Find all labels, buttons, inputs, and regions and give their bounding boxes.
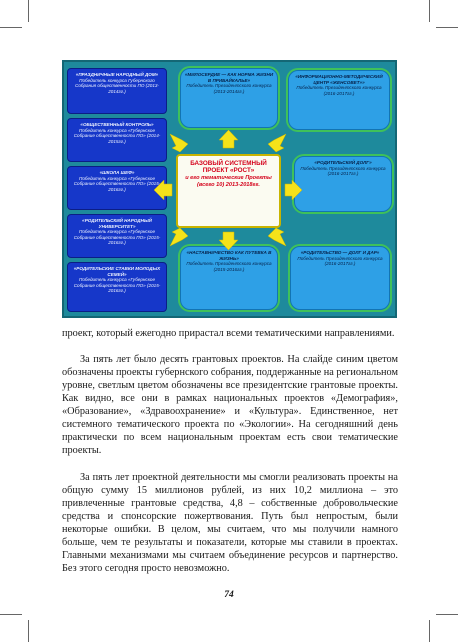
slide-figure	[62, 60, 397, 318]
crop-mark	[429, 620, 430, 642]
crop-mark	[436, 27, 458, 28]
crop-mark	[429, 0, 430, 22]
project-title: «ШКОЛА ШЕФ»	[99, 170, 135, 175]
crop-mark	[28, 620, 29, 642]
project-title: «РОДИТЕЛЬСКИЕ СТАВКИ МОЛОДЫХ СЕМЕЙ»	[73, 266, 161, 277]
project-note: Победитель конкурса Губернского Собрания общественности ПО (2013-2014гг.)	[75, 77, 159, 94]
project-title: «ПРАЗДНИЧНЫЕ НАРОДНЫЙ ДОМ»	[75, 72, 159, 77]
project-note: Победитель конкурса «Губернское Собрание общественности ПО» (2015-2016гг.)	[73, 175, 161, 192]
core-project-box	[176, 154, 281, 228]
project-title: «РОДИТЕЛЬСТВО — ДОЛГ И ДАР»	[300, 250, 380, 255]
arrow-up-right-icon	[268, 134, 286, 152]
project-title: «РОДИТЕЛЬСКИЙ НАРОДНЫЙ УНИВЕРСИТЕТ»	[82, 218, 152, 229]
core-project-title: БАЗОВЫЙ СИСТЕМНЫЙ ПРОЕКТ «РОСТ»	[190, 160, 267, 175]
project-title: «НАСТАВНИЧЕСТВО КАК ПУТЕВКА В ЖИЗНЬ»	[186, 250, 272, 261]
arrow-down-left-icon	[170, 228, 188, 246]
arrow-right-icon	[285, 180, 302, 200]
project-note: Победитель Президентского конкурса (2015-2016гг.)	[186, 261, 272, 272]
core-project-subtitle: и его тематические Проекты (всего 10) 2013-2018гг.	[185, 174, 272, 188]
page-number: 74	[224, 590, 234, 600]
crop-mark	[436, 614, 458, 615]
arrow-up-icon	[219, 130, 238, 148]
arrow-left-icon	[154, 180, 172, 200]
arrow-down-right-icon	[268, 228, 286, 246]
project-note: Победитель Президентского конкурса (2013-2014гг.)	[186, 83, 272, 94]
crop-mark	[0, 27, 22, 28]
project-note: Победитель конкурса «Губернское Собрание общественности ПО» (2015-2016гг.)	[73, 229, 161, 246]
paragraph-2: За пять лет было десять грантовых проектов. На слайде синим цветом обозначены проекты губернского собрания, поддержанные на региональном уровне, светлым цветом обозначены все президентские грантовые проекты. Как видно, все они в рамках национальных проектов «Демография», «Образование», «Здравоохранение» и «Культура». Единственное, нет системного тематического проекта по «Экологии». На сегодняшний день практически по всем национальным проектам есть свои тематические проекты.	[62, 354, 398, 456]
project-note: Победитель Президентского конкурса (2016-2017гг.)	[297, 255, 383, 267]
crop-mark	[28, 0, 29, 22]
project-title: «ОБЩЕСТВЕННЫЙ КОНТРОЛЬ»	[80, 122, 154, 127]
arrow-up-left-icon	[170, 134, 188, 152]
paragraph-3: За пять лет проектной деятельности мы смогли реализовать проекты на общую сумму 15 миллионов рублей, из них 10,2 миллиона – это привлеченные грантовые средства, 4,8 – собственные добровольческие средства и спонсорские пожертвования. Путь был непростым, были некоторые ошибки. В целом, мы считаем, что мы получили намного больше, чем те результаты и показатели, которые мы ставили в проектах. Главными механизмами мы считаем объединение ресурсов и партнерство. Без этого сегодня просто невозможно.	[62, 472, 398, 574]
project-note: Победитель Президентского конкурса (2016-2017гг.)	[296, 85, 382, 96]
arrow-down-icon	[219, 232, 238, 250]
paragraph-1: проект, который ежегодно прирастал всеми тематическими направлениями.	[62, 328, 395, 339]
project-title: «МИЛОСЕРДИЕ — КАК НОРМА ЖИЗНИ В ПРИБАЙКАЛЬЕ»	[184, 72, 274, 83]
project-title: «РОДИТЕЛЬСКИЙ ДОЛГ»	[314, 160, 372, 165]
project-note: Победитель конкурса «Губернское Собрание общественности ПО» (2015-2016гг.)	[73, 277, 161, 294]
project-note: Победитель Президентского конкурса (2016-2017гг.)	[300, 165, 386, 177]
crop-mark	[0, 614, 22, 615]
project-title: «ИНФОРМАЦИОННО-МЕТОДИЧЕСКИЙ ЦЕНТР «ЖЕНСОВЕТ»»	[295, 74, 383, 85]
project-note: Победитель конкурса «Губернское Собрание общественности ПО» (2014-2015гг.)	[73, 127, 161, 144]
